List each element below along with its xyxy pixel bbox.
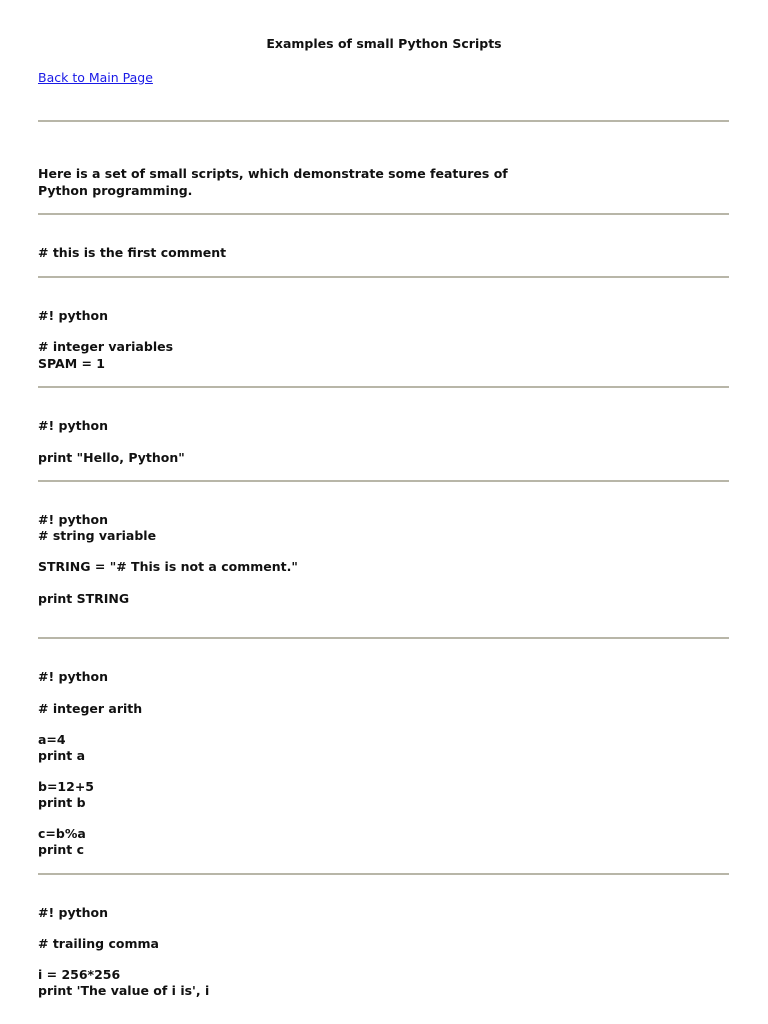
code-line: print STRING (38, 591, 130, 606)
code-line: # integer arith (38, 701, 143, 716)
code-line: c=b%a (38, 826, 86, 841)
divider (38, 386, 729, 388)
code-line: # this is the first comment (38, 245, 227, 260)
code-line: i = 256*256 (38, 967, 121, 982)
divider (38, 120, 729, 122)
code-line: #! python (38, 669, 108, 684)
back-to-main-page-link[interactable]: Back to Main Page (38, 70, 153, 85)
code-line: # string variable (38, 528, 157, 543)
code-line: print 'The value of i is', i (38, 983, 210, 998)
page-title: Examples of small Python Scripts (266, 36, 502, 51)
code-line: b=12+5 (38, 779, 94, 794)
code-line: print a (38, 748, 86, 763)
code-line: SPAM = 1 (38, 356, 106, 371)
code-line: #! python (38, 512, 108, 527)
code-line: #! python (38, 418, 108, 433)
code-line: #! python (38, 905, 108, 920)
code-line: print "Hello, Python" (38, 450, 185, 465)
intro-line-2: Python programming. (38, 183, 193, 198)
divider (38, 873, 729, 875)
divider (38, 637, 729, 639)
code-line: # trailing comma (38, 936, 159, 951)
code-line: STRING = "# This is not a comment." (38, 559, 298, 574)
code-line: a=4 (38, 732, 66, 747)
code-line: # integer variables (38, 339, 174, 354)
code-line: print c (38, 842, 85, 857)
divider (38, 213, 729, 215)
intro-line-1: Here is a set of small scripts, which demonstrate some features of (38, 166, 508, 181)
code-line: print b (38, 795, 86, 810)
divider (38, 276, 729, 278)
divider (38, 480, 729, 482)
code-line: #! python (38, 308, 108, 323)
